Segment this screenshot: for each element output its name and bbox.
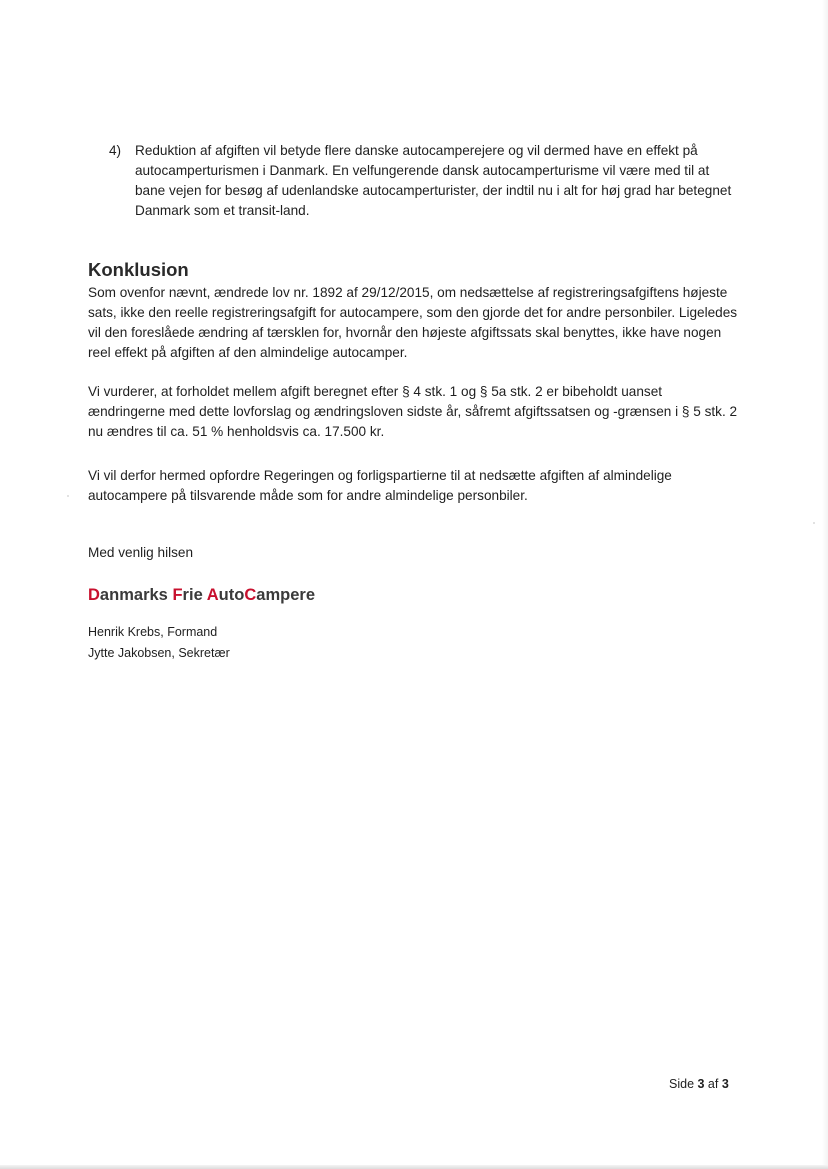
closing-greeting: Med venlig hilsen bbox=[88, 545, 194, 560]
scan-shadow-right bbox=[822, 0, 828, 1169]
page-number-current: 3 bbox=[697, 1077, 705, 1091]
list-item-text: Reduktion af afgiften vil betyde flere danske autocamperejere og vil dermed have en effekt på autocamperturismen i Danmark. En velfungerende dansk autocamperturisme vil være med til at bane vejen for besøg af udenlandske autocamperturister, der indtil nu i alt for høj grad har betegnet Danmark som et transit-land. bbox=[135, 143, 732, 218]
page-number-prefix: Side bbox=[669, 1077, 698, 1091]
scan-speck bbox=[813, 522, 815, 524]
page-number bbox=[669, 1075, 729, 1093]
page-number-total: 3 bbox=[721, 1077, 729, 1091]
paragraph: Vi vil derfor hermed opfordre Regeringen og forligspartierne til at nedsætte afgiften af almindelige autocampere på tilsvarende måde som for andre almindelige personbiler. bbox=[88, 468, 672, 503]
list-item bbox=[109, 141, 734, 221]
page-number-separator: af bbox=[704, 1077, 722, 1091]
scan-shadow-bottom bbox=[0, 1165, 828, 1169]
list-item-number: 4) bbox=[109, 143, 122, 158]
paragraph: Vi vurderer, at forholdet mellem afgift beregnet efter § 4 stk. 1 og § 5a stk. 2 er bibeholdt uanset ændringerne med dette lovforslag og ændringsloven sidste år, såfremt afgiftssatsen og -grænsen i § 5 stk. 2 nu ændres til ca. 51 % henholdsvis ca. 17.500 kr. bbox=[88, 384, 738, 439]
signer: Henrik Krebs, Formand bbox=[88, 625, 218, 639]
section-heading: Konklusion bbox=[88, 259, 189, 280]
signer: Jytte Jakobsen, Sekretær bbox=[88, 646, 230, 660]
organization-name: Danmarks Frie AutoCampere bbox=[88, 586, 316, 604]
paragraph: Som ovenfor nævnt, ændrede lov nr. 1892 af 29/12/2015, om nedsættelse af registreringsafgiftens højeste sats, ikke den reelle registreringsafgift for autocampere, som den gjorde det for andre personbiler. Ligeledes vil den foreslåede ændring af tærsklen for, hvornår den højeste afgiftssats skal benyttes, ikke have nogen reel effekt på afgiften af den almindelige autocamper. bbox=[88, 285, 738, 360]
scan-speck bbox=[67, 495, 69, 497]
